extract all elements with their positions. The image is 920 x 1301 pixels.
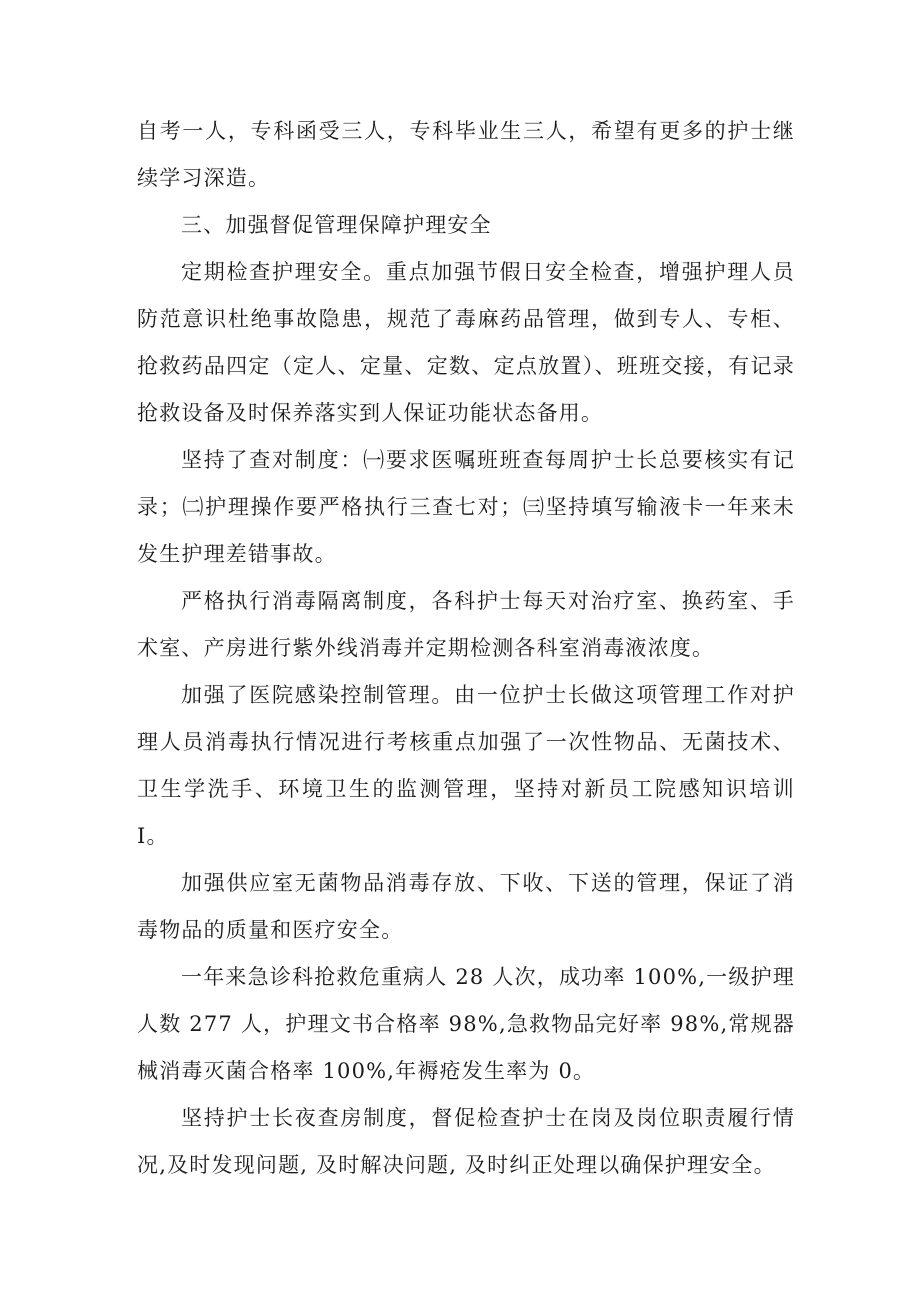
section-heading-3: 三、加强督促管理保障护理安全 [181,213,492,237]
paragraph-continuation: 自考一人，专科函受三人，专科毕业生三人，希望有更多的护士继续学习深造。 [137,119,795,190]
paragraph-statistics: 一年来急诊科抢救危重病人 28 人次，成功率 100%,一级护理人数 277 人，护理文书合格率 98%,急救物品完好率 98%,常规器械消毒灭菌合格率 100%,年褥疮发生率为 0。 [137,965,795,1083]
paragraph-verification-system: 坚持了查对制度：㈠要求医嘱班班查每周护士长总要核实有记录；㈡护理操作要严格执行三查七对；㈢坚持填写输液卡一年来未发生护理差错事故。 [137,448,795,566]
paragraph-night-rounds: 坚持护士长夜查房制度，督促检查护士在岗及岗位职责履行情况,及时发现问题, 及时解决问题, 及时纠正处理以确保护理安全。 [137,1106,795,1177]
paragraph-supply-room: 加强供应室无菌物品消毒存放、下收、下送的管理，保证了消毒物品的质量和医疗安全。 [137,871,795,942]
paragraph-infection-control: 加强了医院感染控制管理。由一位护士长做这项管理工作对护理人员消毒执行情况进行考核重点加强了一次性物品、无菌技术、卫生学洗手、环境卫生的监测管理，坚持对新员工院感知识培训 I。 [137,683,795,848]
paragraph-safety-check: 定期检查护理安全。重点加强节假日安全检查，增强护理人员防范意识杜绝事故隐患，规范了毒麻药品管理，做到专人、专柜、抢救药品四定（定人、定量、定数、定点放置）、班班交接，有记录抢救设备及时保养落实到人保证功能状态备用。 [137,260,795,425]
paragraph-disinfection: 严格执行消毒隔离制度，各科护士每天对治疗室、换药室、手术室、产房进行紫外线消毒并定期检测各科室消毒液浓度。 [137,589,795,660]
document-body [137,108,795,1189]
